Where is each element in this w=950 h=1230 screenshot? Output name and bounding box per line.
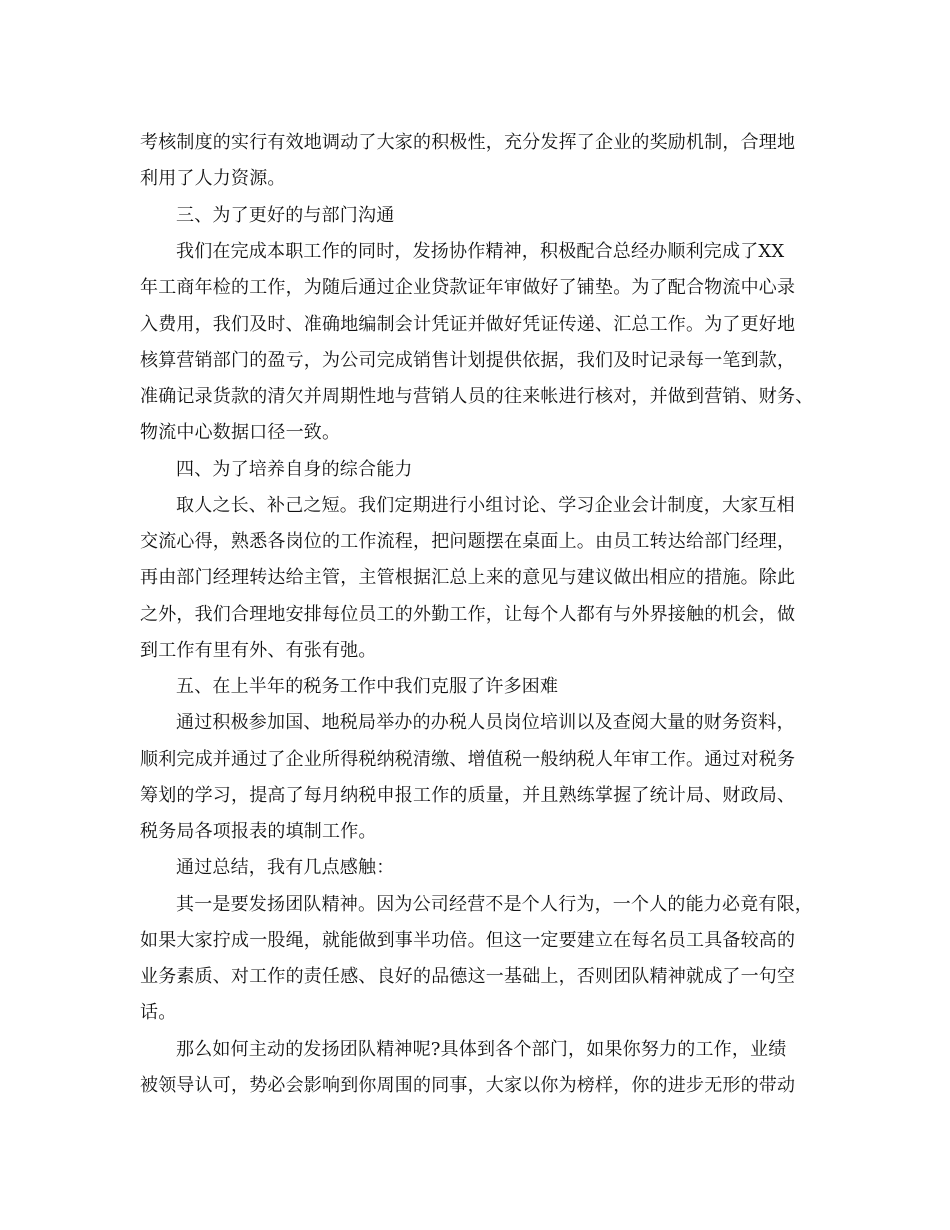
body-text-line: 税务局各项报表的填制工作。 — [140, 821, 377, 842]
body-text-line: 筹划的学习，提高了每月纳税申报工作的质量，并且熟练掌握了统计局、财政局、 — [140, 785, 796, 806]
section-heading: 四、为了培养自身的综合能力 — [176, 459, 413, 480]
section-heading: 三、为了更好的与部门沟通 — [176, 205, 395, 226]
body-text-line: 取人之长、补己之短。我们定期进行小组讨论、学习企业会计制度，大家互相 — [176, 495, 795, 516]
body-text-line: 顺利完成并通过了企业所得税纳税清缴、增值税一般纳税人年审工作。通过对税务 — [140, 749, 796, 770]
body-text-line: 其一是要发扬团队精神。因为公司经营不是个人行为，一个人的能力必竟有限， — [176, 894, 813, 915]
body-text-line: 那么如何主动的发扬团队精神呢?具体到各个部门，如果你努力的工作，业绩 — [176, 1039, 787, 1060]
section-heading: 五、在上半年的税务工作中我们克服了许多困难 — [176, 676, 559, 697]
body-text-line: 交流心得，熟悉各岗位的工作流程，把问题摆在桌面上。由员工转达给部门经理， — [140, 531, 796, 552]
body-text-line: 业务素质、对工作的责任感、良好的品德这一基础上，否则团队精神就成了一句空 — [140, 966, 796, 987]
body-text-line: 核算营销部门的盈亏，为公司完成销售计划提供依据，我们及时记录每一笔到款， — [140, 350, 796, 371]
body-text-line: 我们在完成本职工作的同时，发扬协作精神，积极配合总经办顺利完成了XX — [176, 241, 785, 262]
body-text-line: 准确记录货款的清欠并周期性地与营销人员的往来帐进行核对，并做到营销、财务、 — [140, 386, 814, 407]
body-text-line: 物流中心数据口径一致。 — [140, 422, 341, 443]
body-text-line: 之外，我们合理地安排每位员工的外勤工作，让每个人都有与外界接触的机会，做 — [140, 604, 796, 625]
body-text-line: 通过积极参加国、地税局举办的办税人员岗位培训以及查阅大量的财务资料， — [176, 712, 795, 733]
body-text-line: 如果大家拧成一股绳，就能做到事半功倍。但这一定要建立在每名员工具备较高的 — [140, 930, 796, 951]
body-text-line: 考核制度的实行有效地调动了大家的积极性，充分发挥了企业的奖励机制，合理地 — [140, 132, 796, 153]
body-text-line: 入费用，我们及时、准确地编制会计凭证并做好凭证传递、汇总工作。为了更好地 — [140, 314, 796, 335]
body-text-line: 被领导认可，势必会影响到你周围的同事，大家以你为榜样，你的进步无形的带动 — [140, 1075, 796, 1096]
body-text-line: 到工作有里有外、有张有弛。 — [140, 640, 377, 661]
body-text-line: 通过总结，我有几点感触： — [176, 857, 395, 878]
body-text-line: 话。 — [140, 1002, 177, 1023]
body-text-line: 再由部门经理转达给主管，主管根据汇总上来的意见与建议做出相应的措施。除此 — [140, 567, 796, 588]
body-text-line: 年工商年检的工作，为随后通过企业贷款证年审做好了铺垫。为了配合物流中心录 — [140, 277, 796, 298]
body-text-line: 利用了人力资源。 — [140, 168, 286, 189]
